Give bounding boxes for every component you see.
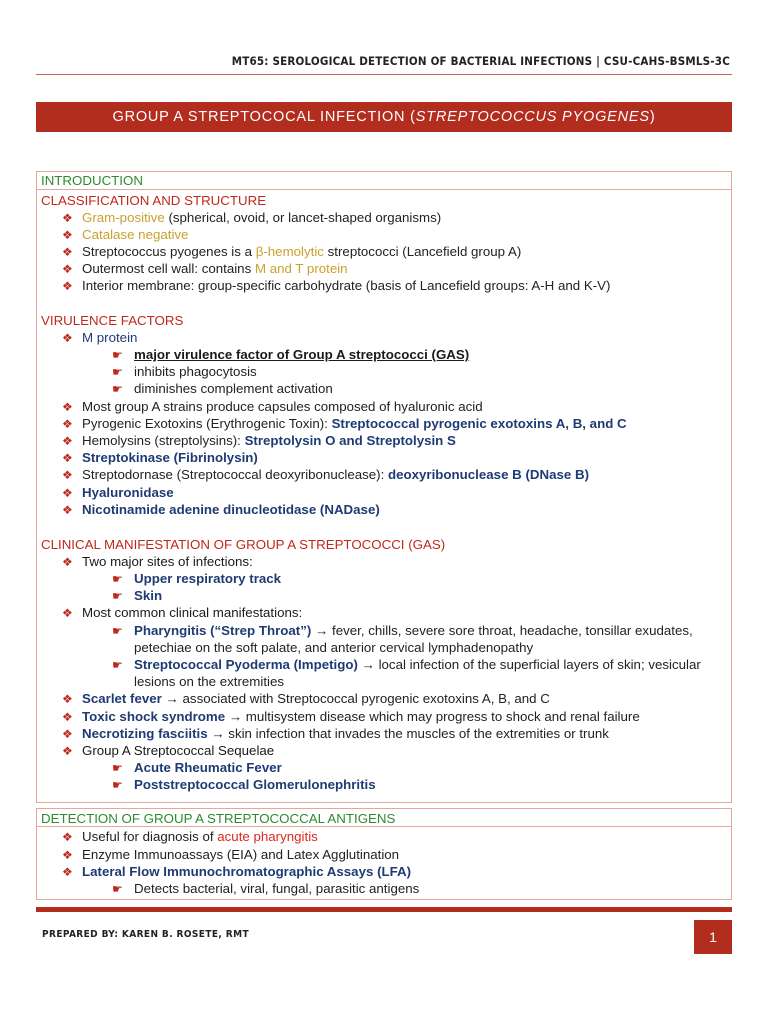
- sub-item: ☛ Skin: [112, 588, 163, 603]
- list-item: ❖ Pyrogenic Exotoxins (Erythrogenic Toxin): Streptococcal pyrogenic exotoxins A, B, and C: [62, 416, 627, 431]
- list-item: ❖ Two major sites of infections:: [62, 554, 253, 569]
- list-item: ❖ Interior membrane: group-specific carbohydrate (basis of Lancefield groups: A-H and K-V): [62, 278, 611, 293]
- sub-item: ☛ Streptococcal Pyoderma (Impetigo) → local infection of the superficial layers of skin; vesicular: [112, 657, 701, 672]
- list-item: ❖ Nicotinamide adenine dinucleotidase (NADase): [62, 502, 380, 517]
- list-item: ❖ Hemolysins (streptolysins): Streptolysin O and Streptolysin S: [62, 433, 456, 448]
- list-item: ❖ Useful for diagnosis of acute pharyngitis: [62, 829, 318, 844]
- list-item: ❖ Scarlet fever → associated with Streptococcal pyrogenic exotoxins A, B, and C: [62, 691, 550, 706]
- list-item: ❖ Necrotizing fasciitis → skin infection that invades the muscles of the extremities or trunk: [62, 726, 609, 741]
- running-header: [36, 46, 732, 75]
- list-item: ❖ Most common clinical manifestations:: [62, 605, 303, 620]
- sub-item: ☛ Pharyngitis (“Strep Throat”) → fever, chills, severe sore throat, headache, tonsillar exudates,: [112, 623, 693, 638]
- diamond-bullet-icon: ❖: [62, 262, 73, 276]
- list-item: ❖ Group A Streptococcal Sequelae: [62, 743, 275, 758]
- diamond-bullet-icon: ❖: [62, 279, 73, 293]
- list-item: ❖ Enzyme Immunoassays (EIA) and Latex Agglutination: [62, 847, 400, 862]
- footer-rule: [36, 907, 732, 912]
- sub-item: ☛ diminishes complement activation: [112, 381, 333, 396]
- diamond-bullet-icon: ❖: [62, 848, 73, 862]
- diamond-bullet-icon: ❖: [62, 830, 73, 844]
- sub-item: ☛ inhibits phagocytosis: [112, 364, 257, 379]
- pointing-hand-icon: ☛: [112, 572, 123, 586]
- pointing-hand-icon: ☛: [112, 624, 123, 638]
- list-item: ❖ Streptokinase (Fibrinolysin): [62, 450, 258, 465]
- diamond-bullet-icon: ❖: [62, 555, 73, 569]
- diamond-bullet-icon: ❖: [62, 865, 73, 879]
- pointing-hand-icon: ☛: [112, 365, 123, 379]
- prepared-by: PREPARED BY: KAREN B. ROSETE, RMT: [42, 929, 249, 940]
- list-item: ❖ Toxic shock syndrome → multisystem disease which may progress to shock and renal failure: [62, 709, 640, 724]
- section-introduction: INTRODUCTION: [41, 173, 143, 188]
- list-item: ❖ Gram-positive (spherical, ovoid, or lancet-shaped organisms): [62, 210, 442, 225]
- pointing-hand-icon: ☛: [112, 382, 123, 396]
- sub-item: ☛ Upper respiratory track: [112, 571, 282, 586]
- list-item: ❖ Lateral Flow Immunochromatographic Assays (LFA): [62, 864, 412, 879]
- heading-virulence: VIRULENCE FACTORS: [41, 313, 184, 328]
- list-item: ❖ Streptodornase (Streptococcal deoxyribonuclease): deoxyribonuclease B (DNase B): [62, 467, 589, 482]
- diamond-bullet-icon: ❖: [62, 503, 73, 517]
- diamond-bullet-icon: ❖: [62, 744, 73, 758]
- diamond-bullet-icon: ❖: [62, 211, 73, 225]
- heading-clinical: CLINICAL MANIFESTATION OF GROUP A STREPTOCOCCI (GAS): [41, 537, 446, 552]
- diamond-bullet-icon: ❖: [62, 434, 73, 448]
- list-item: ❖ Most group A strains produce capsules composed of hyaluronic acid: [62, 399, 483, 414]
- diamond-bullet-icon: ❖: [62, 727, 73, 741]
- diamond-bullet-icon: ❖: [62, 486, 73, 500]
- list-item: ❖ Outermost cell wall: contains M and T protein: [62, 261, 348, 276]
- diamond-bullet-icon: ❖: [62, 606, 73, 620]
- pointing-hand-icon: ☛: [112, 589, 123, 603]
- diamond-bullet-icon: ❖: [62, 400, 73, 414]
- diamond-bullet-icon: ❖: [62, 710, 73, 724]
- page-number: 1: [694, 920, 732, 954]
- heading-detection: DETECTION OF GROUP A STREPTOCOCCAL ANTIGENS: [41, 811, 396, 826]
- diamond-bullet-icon: ❖: [62, 451, 73, 465]
- pointing-hand-icon: ☛: [112, 348, 123, 362]
- pointing-hand-icon: ☛: [112, 658, 123, 672]
- sub-item-continuation: lesions on the extremities: [134, 674, 285, 689]
- list-item: ❖ Catalase negative: [62, 227, 189, 242]
- diamond-bullet-icon: ❖: [62, 245, 73, 259]
- list-item: ❖ M protein: [62, 330, 138, 345]
- list-item: ❖ Hyaluronidase: [62, 485, 174, 500]
- sub-item: ☛ major virulence factor of Group A streptococci (GAS): [112, 347, 470, 362]
- diamond-bullet-icon: ❖: [62, 468, 73, 482]
- diamond-bullet-icon: ❖: [62, 331, 73, 345]
- list-item: ❖ Streptococcus pyogenes is a β-hemolytic streptococci (Lancefield group A): [62, 244, 522, 259]
- sub-item: ☛ Acute Rheumatic Fever: [112, 760, 282, 775]
- pointing-hand-icon: ☛: [112, 761, 123, 775]
- heading-classification: CLASSIFICATION AND STRUCTURE: [41, 193, 267, 208]
- diamond-bullet-icon: ❖: [62, 692, 73, 706]
- sub-item-continuation: petechiae on the soft palate, and anterior cervical lymphadenopathy: [134, 640, 534, 655]
- diamond-bullet-icon: ❖: [62, 417, 73, 431]
- diamond-bullet-icon: ❖: [62, 228, 73, 242]
- pointing-hand-icon: ☛: [112, 882, 123, 896]
- pointing-hand-icon: ☛: [112, 778, 123, 792]
- running-title: MT65: SEROLOGICAL DETECTION OF BACTERIAL INFECTIONS | CSU-CAHS-BSMLS-3C: [231, 54, 730, 68]
- row-divider: [36, 189, 732, 190]
- page-title: GROUP A STREPTOCOCAL INFECTION (STREPTOCOCCUS PYOGENES): [36, 102, 732, 132]
- sub-item: ☛ Poststreptococcal Glomerulonephritis: [112, 777, 376, 792]
- sub-item: ☛ Detects bacterial, viral, fungal, parasitic antigens: [112, 881, 420, 896]
